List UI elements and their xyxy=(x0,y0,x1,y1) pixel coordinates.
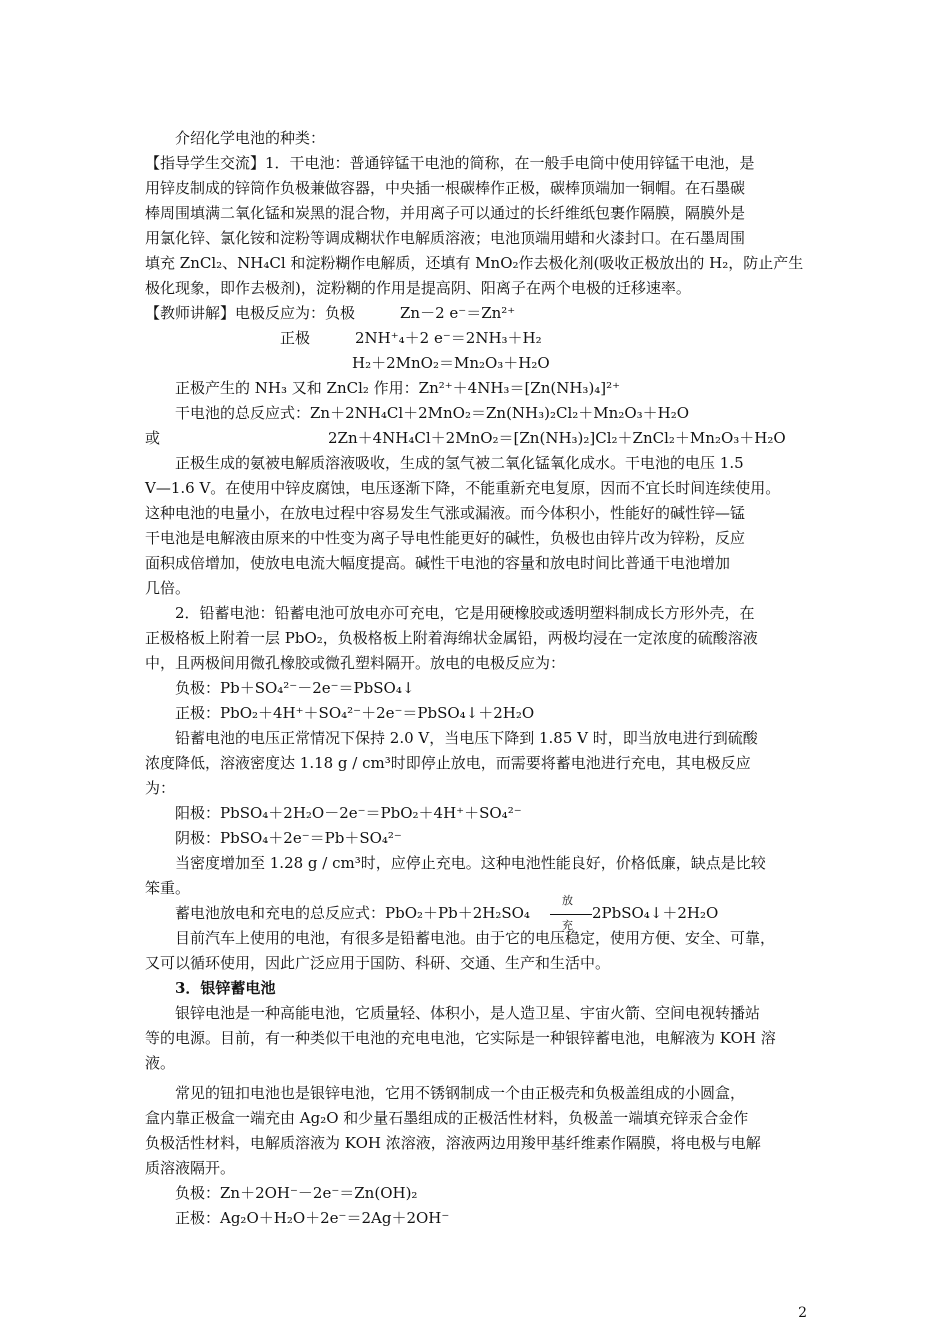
equation-line: 正极：Ag₂O＋H₂O＋2e⁻＝2Ag＋2OH⁻ xyxy=(175,1209,450,1227)
text-line: 等的电源。目前，有一种类似干电池的充电电池，它实际是一种银锌蓄电池，电解液为 KOH 溶 xyxy=(145,1029,776,1047)
arrow-label-bottom: 充 xyxy=(562,919,573,932)
equation-line: 2Zn＋4NH₄Cl＋2MnO₂＝[Zn(NH₃)₂]Cl₂＋ZnCl₂＋Mn₂O₃＋H₂O xyxy=(328,429,786,447)
text-line: 当密度增加至 1.28 g / cm³时，应停止充电。这种电池性能良好，价格低廉，缺点是比较 xyxy=(175,854,766,872)
text-line: 正极产生的 NH₃ 又和 ZnCl₂ 作用：Zn²⁺＋4NH₃＝[Zn(NH₃)₄]²⁺ xyxy=(175,379,621,397)
equation-line: 2PbSO₄↓＋2H₂O xyxy=(592,904,719,922)
text-line: 面积成倍增加，使放电电流大幅度提高。碱性干电池的容量和放电时间比普通干电池增加 xyxy=(145,554,731,572)
text-line: 2．铅蓄电池：铅蓄电池可放电亦可充电，它是用硬橡胶或透明塑料制成长方形外壳，在 xyxy=(175,604,755,622)
text-line: 液。 xyxy=(145,1054,176,1072)
section-heading: 3．银锌蓄电池 xyxy=(175,979,276,997)
equation-line: 阳极：PbSO₄＋2H₂O－2e⁻＝PbO₂＋4H⁺＋SO₄²⁻ xyxy=(175,804,522,822)
text-line: 干电池是电解液由原来的中性变为离子导电性能更好的碱性，负极也由锌片改为锌粉，反应 xyxy=(145,529,746,547)
text-line: 正极格板上附着一层 PbO₂，负极格板上附着海绵状金属铅，两极均浸在一定浓度的硫酸溶液 xyxy=(145,629,758,647)
text-line: 几倍。 xyxy=(145,579,191,597)
text-line: 质溶液隔开。 xyxy=(145,1159,236,1177)
text-line: 极化现象，即作去极剂)，淀粉糊的作用是提高阴、阳离子在两个电极的迁移速率。 xyxy=(145,279,691,297)
text-line: 铅蓄电池的电压正常情况下保持 2.0 V，当电压下降到 1.85 V 时，即当放电进行到硫酸 xyxy=(175,729,758,747)
intro-line: 介绍化学电池的种类： xyxy=(175,129,326,147)
text-line: 中，且两极间用微孔橡胶或微孔塑料隔开。放电的电极反应为： xyxy=(145,654,566,672)
equation-line: 阴极：PbSO₄＋2e⁻＝Pb＋SO₄²⁻ xyxy=(175,829,402,847)
text-line: 为： xyxy=(145,779,176,797)
text-line: 棒周围填满二氧化锰和炭黑的混合物，并用离子可以通过的长纤维纸包裹作隔膜，隔膜外是 xyxy=(145,204,746,222)
text-line: V—1.6 V。在使用中锌皮腐蚀，电压逐渐下降，不能重新充电复原，因而不宜长时间连续使用。 xyxy=(145,479,781,497)
text-line: 干电池的总反应式：Zn＋2NH₄Cl＋2MnO₂＝Zn(NH₃)₂Cl₂＋Mn₂O₃＋H₂O xyxy=(175,404,690,422)
text-line: 常见的钮扣电池也是银锌电池，它用不锈钢制成一个由正极壳和负极盖组成的小圆盒， xyxy=(175,1084,746,1102)
text-line: 银锌电池是一种高能电池，它质量轻、体积小，是人造卫星、宇宙火箭、空间电视转播站 xyxy=(175,1004,761,1022)
arrow-line xyxy=(550,914,592,915)
equation-line: H₂＋2MnO₂＝Mn₂O₃＋H₂O xyxy=(352,354,550,372)
text-line: 这种电池的电量小，在放电过程中容易发生气涨或漏液。而今体积小，性能好的碱性锌—锰 xyxy=(145,504,746,522)
page-number: 2 xyxy=(798,1305,807,1321)
equation-line: 正极 2NH⁺₄＋2 e⁻＝2NH₃＋H₂ xyxy=(280,329,542,347)
equation-line: 蓄电池放电和充电的总反应式：PbO₂＋Pb＋2H₂SO₄ xyxy=(175,904,530,922)
text-line: 【教师讲解】电极反应为：负极 Zn－2 e⁻＝Zn²⁺ xyxy=(145,304,516,322)
text-line: 或 xyxy=(145,429,161,447)
text-line: 用氯化锌、氯化铵和淀粉等调成糊状作电解质溶液；电池顶端用蜡和火漆封口。在石墨周围 xyxy=(145,229,746,247)
equation-line: 负极：Pb＋SO₄²⁻－2e⁻＝PbSO₄↓ xyxy=(175,679,415,697)
text-line: 又可以循环使用，因此广泛应用于国防、科研、交通、生产和生活中。 xyxy=(145,954,611,972)
text-line: 浓度降低，溶液密度达 1.18 g / cm³时即停止放电，而需要将蓄电池进行充电，其电极反应 xyxy=(145,754,751,772)
equation-line: 负极：Zn＋2OH⁻－2e⁻＝Zn(OH)₂ xyxy=(175,1184,418,1202)
text-line: 目前汽车上使用的电池，有很多是铅蓄电池。由于它的电压稳定，使用方便、安全、可靠， xyxy=(175,929,776,947)
text-line: 正极生成的氨被电解质溶液吸收，生成的氢气被二氧化锰氧化成水。干电池的电压 1.5 xyxy=(175,454,744,472)
text-line: 【指导学生交流】1．干电池：普通锌锰干电池的简称，在一般手电筒中使用锌锰干电池，是 xyxy=(145,154,755,172)
equation-line: 正极：PbO₂＋4H⁺＋SO₄²⁻＋2e⁻＝PbSO₄↓＋2H₂O xyxy=(175,704,535,722)
text-line: 负极活性材料，电解质溶液为 KOH 浓溶液，溶液两边用羧甲基纤维素作隔膜，将电极与电解 xyxy=(145,1134,761,1152)
text-line: 填充 ZnCl₂、NH₄Cl 和淀粉糊作电解质，还填有 MnO₂作去极化剂(吸收正极放出的 H₂，防止产生 xyxy=(145,254,804,272)
arrow-label-top: 放 xyxy=(562,894,573,907)
text-line: 笨重。 xyxy=(145,879,191,897)
text-line: 盒内靠正极盒一端充由 Ag₂O 和少量石墨组成的正极活性材料，负极盖一端填充锌汞合金作 xyxy=(145,1109,749,1127)
text-line: 用锌皮制成的锌筒作负极兼做容器，中央插一根碳棒作正极，碳棒顶端加一铜帽。在石墨碳 xyxy=(145,179,746,197)
